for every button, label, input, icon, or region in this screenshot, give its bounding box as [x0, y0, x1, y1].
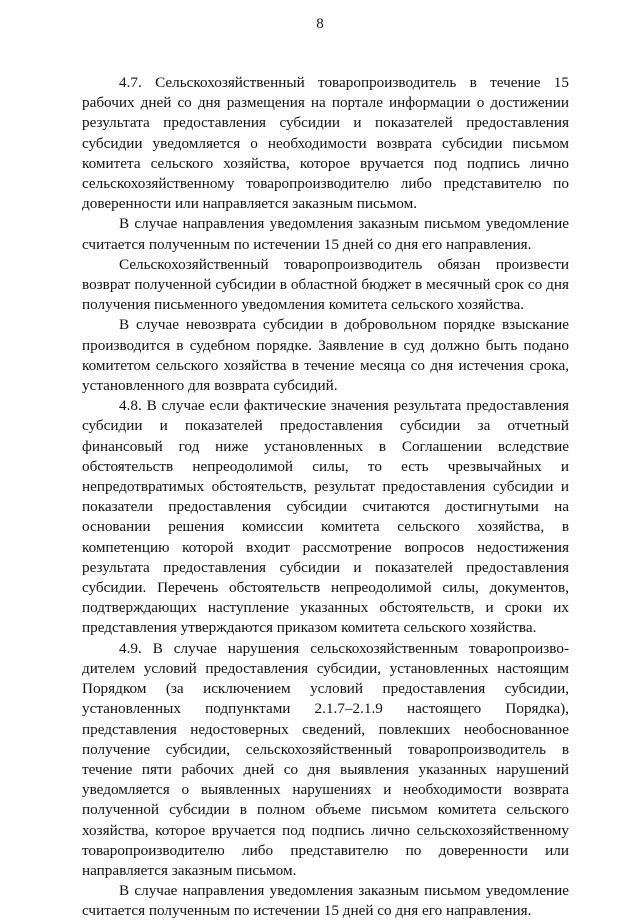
paragraph-4-7: 4.7. Сельскохозяйственный товаропроизводитель в течение 15 рабочих дней со дня размещения на портале информации о достижении результата предоставления субсидии и показателей предоставления субсидии уведомляется о необходимости возврата субсидии письмом комитета сельского хозяйства, которое вручается под подпись лично сельскохозяйственному товаропроизводителю либо представителю по доверенности или направляется заказным письмом. [82, 74, 569, 213]
page-number: 8 [316, 16, 324, 32]
paragraph-4-9: 4.9. В случае нарушения сельскохозяйственным товаропроизводителем условий предоставления субсидии, установленных настоящим Порядком (за исключением условий предоставления субсидии, установленных подпунктами 2.1.7–2.1.9 настоящего Порядка), представления недостоверных сведений, повлекших необоснованное получение субсидии, сельскохозяйственный товаропроизводитель в течение пяти рабочих дней со дня выявления указанных нарушений уведомляется о выявленных нарушениях и необходимости возврата полученной субсидии в полном объеме письмом комитета сельского хозяйства, которое вручается под подпись лично сельскохозяйственному товаропроизводителю либо представителю по доверенности или направляется заказным письмом. [82, 639, 569, 879]
paragraph-4-8: 4.8. В случае если фактические значения результата предоставления субсидии и показателей предоставления субсидии за отчетный финансовый год ниже установленных в Соглашении вследствие обстоятельств непреодолимой силы, то есть чрезвычайных и непредотвратимых обстоятельств, результат предоставления субсидии и показатели предоставления субсидии считаются достигнутыми на основании решения комиссии комитета сельского хозяйства, в компетенцию которой входит рассмотрение вопросов недостижения результата предоставления субсидии и показателей предоставления субсидии. Перечень обстоятельств непреодолимой силы, документов, подтверждающих наступление указанных обстоятельств, и сроки их представления утверждаются приказом комитета сельского хозяйства. [82, 397, 569, 637]
paragraph-4-7-court-recovery: В случае невозврата субсидии в добровольном порядке взыскание производится в судебном порядке. Заявление в суд должно быть подано комитетом сельского хозяйства в течение месяца со дня истечения срока, установленного для возврата субсидий. [82, 316, 569, 395]
document-body [82, 73, 569, 922]
paragraph-4-9-registered-mail: В случае направления уведомления заказным письмом уведомление считается полученным по истечении 15 дней со дня его направления. [82, 882, 569, 920]
paragraph-4-7-registered-mail: В случае направления уведомления заказным письмом уведомление считается полученным по истечении 15 дней со дня его направления. [82, 215, 569, 253]
paragraph-4-7-refund-obligation: Сельскохозяйственный товаропроизводитель обязан произвести возврат полученной субсидии в областной бюджет в месячный срок со дня получения письменного уведомления комитета сельского хозяйства. [82, 255, 569, 314]
